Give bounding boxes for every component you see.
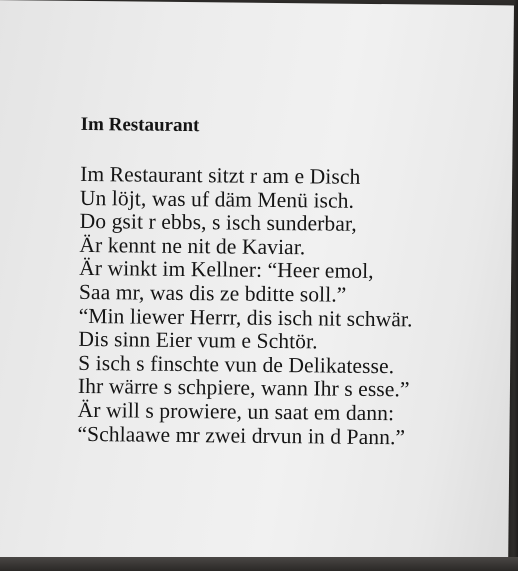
page-edge-shadow bbox=[514, 0, 518, 571]
poem-title: Im Restaurant bbox=[80, 113, 200, 137]
poem-line: S isch s finschte vun de Delikatesse. bbox=[78, 350, 395, 378]
poem-line: Do gsit r ebbs, s isch sunderbar, bbox=[79, 209, 357, 236]
poem-line: Un löjt, was uf däm Menü isch. bbox=[79, 185, 355, 213]
poem-line: “Min liewer Herrr, dis isch nit schwär. bbox=[78, 303, 413, 331]
table-surface bbox=[0, 557, 518, 571]
poem-line: Saa mr, was dis ze bditte soll.” bbox=[78, 279, 347, 307]
poem-line: Im Restaurant sitzt r am e Disch bbox=[80, 161, 361, 189]
poem-line: Dis sinn Eier vum e Schtör. bbox=[78, 327, 318, 354]
poem-line: Är kennt ne nit de Kaviar. bbox=[79, 232, 306, 260]
poem-line: Är will s prowiere, un saat em dann: bbox=[77, 397, 395, 426]
poem-body bbox=[77, 163, 414, 450]
poem-line: “Schlaawe mr zwei drvun in d Pann.” bbox=[77, 421, 406, 449]
poem-line: Är winkt im Kellner: “Heer emol, bbox=[79, 256, 374, 284]
poem-line: Ihr wärre s schpiere, wann Ihr s esse.” bbox=[77, 374, 410, 402]
